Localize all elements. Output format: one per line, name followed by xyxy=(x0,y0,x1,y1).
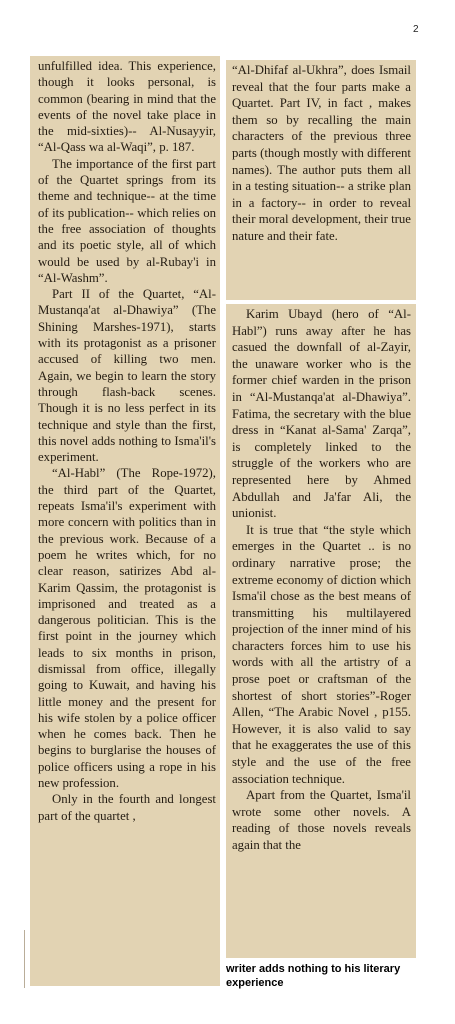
clipping-right-top xyxy=(226,60,416,300)
paragraph: Only in the fourth and longest part of the quartet , xyxy=(38,792,216,823)
clipping-left-column xyxy=(30,56,220,986)
paragraph: “Al-Dhifaf al-Ukhra”, does Ismail reveal that the four parts make a Quartet. Part IV, in fact , makes them so by recalling the main characters of the previous three parts (though mostly with different names). The author puts them all in a testing situation-- a strike plan in a factory-- in order to reveal their moral development, their true nature and their fate. xyxy=(232,63,411,243)
paragraph: The importance of the first part of the Quartet springs from its theme and technique-- at the time of its publication-- which relies on the free association of thoughts and its poetic style, all of which would be used by al-Rubay'i in “Al-Washm”. xyxy=(38,156,216,285)
page-number: 2 xyxy=(413,24,419,35)
clipping-right-bottom xyxy=(226,304,416,958)
paragraph: Karim Ubayd (hero of “Al-Habl”) runs away after he has casued the downfall of al-Zayir, the unaware worker who is the former chief warden in the prison in “Al-Mustanqa'at al-Dhawiya”. Fatima, the secretary with the blue dress in “Kanat al-Sama' Zarqa”, is completely linked to the struggle of the workers who are represented here by Ahmed Abdullah and Ja'far Ali, the unionist. xyxy=(232,307,411,521)
typed-continuation: writer adds nothing to his literary experience xyxy=(226,963,401,989)
paragraph: Apart from the Quartet, Isma'il wrote some other novels. A reading of those novels reveals again that the xyxy=(232,788,411,852)
paragraph: unfulfilled idea. This experience, though it looks personal, is common (bearing in mind that the events of the novel take place in the mid-sixties)-- Al-Nusayyir, “Al-Qass wa al-Waqi”, p. 187. xyxy=(38,59,216,155)
paragraph: “Al-Habl” (The Rope-1972), the third part of the Quartet, repeats Isma'il's experiment with more concern with politics than in the previous work. Because of a poem he writes which, for no clear reason, satirizes Abd al-Karim Qassim, the protagonist is imprisoned and treated as a dangerous politician. This is the first point in the journey which leads to six months in prison, dismissal from office, illegally going to Kuwait, and having his little money and the present for his wife stolen by a police officer when he comes back. Then he begins to burglarise the houses of police officers using a rope in his new profession. xyxy=(38,466,216,791)
paragraph: It is true that “the style which emerges in the Quartet .. is no ordinary narrative prose; the extreme economy of diction which Isma'il chose as the best means of transmitting his multilayered projection of the inner mind of his characters forces him to use his words with all the artistry of a prose poet or craftsman of the shortest of short stories”-Roger Allen, “The Arabic Novel , p155. However, it is also valid to say that he exaggerates the use of this style and the use of the free association technique. xyxy=(232,522,411,786)
clipping-edge-mark xyxy=(24,930,35,988)
paragraph: Part II of the Quartet, “Al-Mustanqa'at al-Dhawiya” (The Shining Marshes-1971), starts with its protagonist as a prisoner accused of killing two men. Again, we begin to learn the story through flash-back scenes. Though it is no less perfect in its technique and style than the first, this novel adds nothing to Isma'il's experiment. xyxy=(38,287,216,465)
